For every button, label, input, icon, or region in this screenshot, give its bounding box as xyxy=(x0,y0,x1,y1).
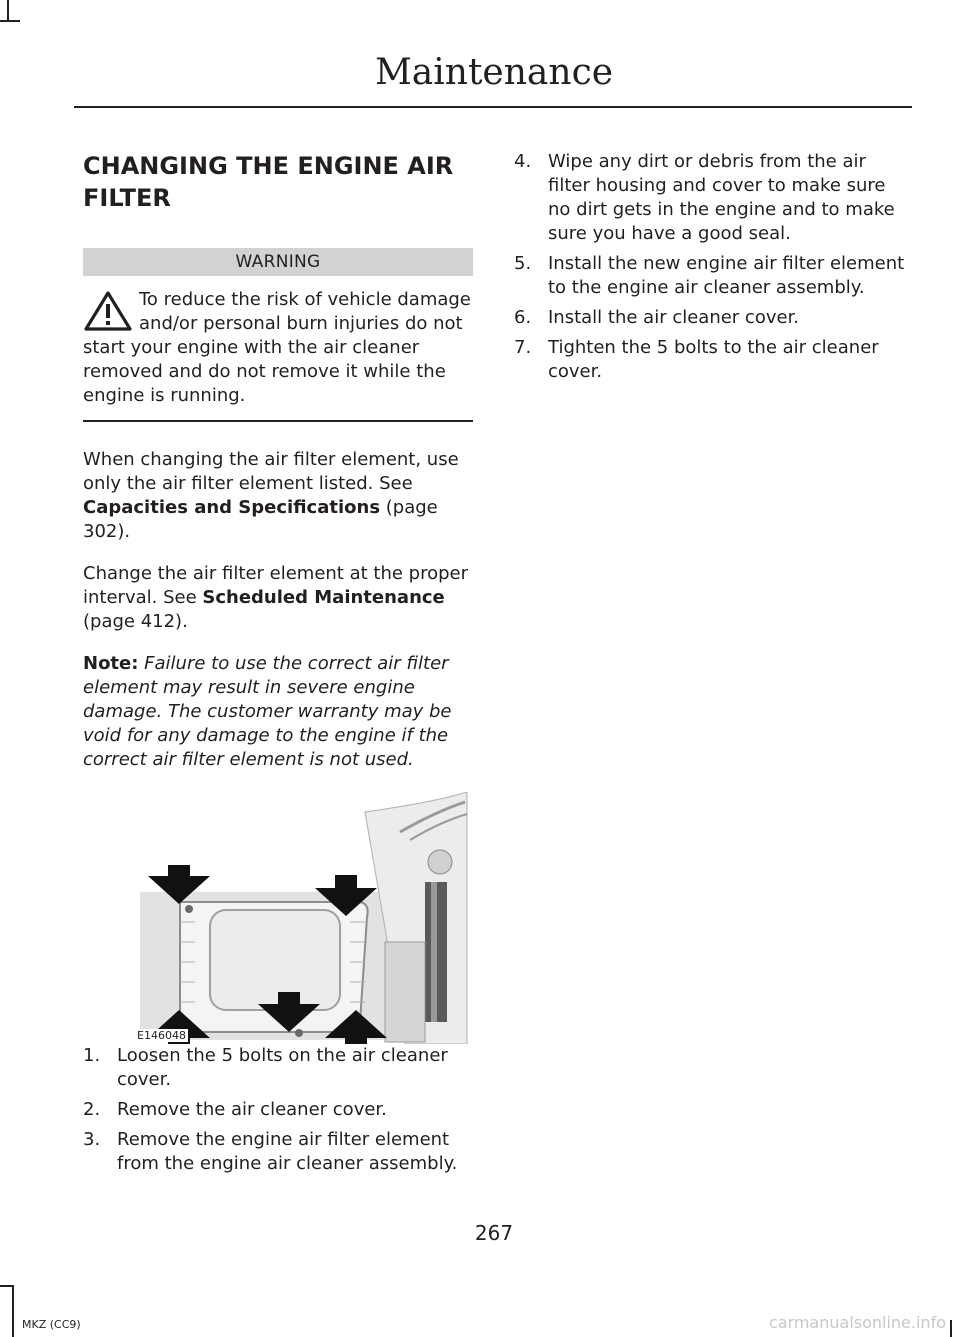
air-cleaner-illustration-icon xyxy=(135,792,473,1044)
crop-mark xyxy=(950,1320,952,1337)
list-item: 3. Remove the engine air filter element from the engine air cleaner assembly. xyxy=(83,1128,458,1174)
steps-list-left xyxy=(83,1044,473,1176)
steps-list-right xyxy=(514,150,908,384)
crop-mark xyxy=(12,1285,14,1337)
header-rule xyxy=(74,106,912,108)
paragraph-interval: Change the air filter element at the proper interval. See Scheduled Maintenance (page 412). xyxy=(83,562,469,632)
warning-rule xyxy=(83,420,473,422)
link-scheduled-maintenance[interactable]: Scheduled Maintenance xyxy=(202,586,445,608)
note-text: Failure to use the correct air filter element may result in severe engine damage. The customer warranty may be void for any damage to the engine if the correct air filter element is not used. xyxy=(83,652,452,770)
link-capacities-specifications[interactable]: Capacities and Specifications xyxy=(83,496,381,518)
list-item: 2. Remove the air cleaner cover. xyxy=(83,1098,387,1120)
note-label: Note: xyxy=(83,652,139,674)
figure-code: E146048 xyxy=(137,1028,186,1042)
warning-box xyxy=(83,288,473,408)
paragraph-filter-element: When changing the air filter element, use only the air filter element listed. See Capacities and Specifications (page 302). xyxy=(83,448,459,542)
warning-text: To reduce the risk of vehicle damage and/or personal burn injuries do not start your engine with the air cleaner removed and do not remove it while the engine is running. xyxy=(83,289,471,406)
list-item: 6. Install the air cleaner cover. xyxy=(514,307,800,328)
page-number: 267 xyxy=(474,1221,514,1245)
list-item: 4. Wipe any dirt or debris from the air filter housing and cover to make sure no dirt gets in the engine and to make sure you have a good seal. xyxy=(514,151,895,244)
warning-heading: WARNING xyxy=(83,248,473,276)
crop-mark xyxy=(0,1285,14,1287)
watermark: carmanualsonline.info xyxy=(768,1313,946,1332)
page-header-title: Maintenance xyxy=(374,52,614,93)
note-paragraph xyxy=(83,652,473,772)
list-item: 5. Install the new engine air filter element to the engine air cleaner assembly. xyxy=(514,253,905,298)
crop-mark xyxy=(0,20,20,22)
right-column xyxy=(514,150,908,390)
section-title: CHANGING THE ENGINE AIR FILTER xyxy=(83,152,454,212)
list-item: 7. Tighten the 5 bolts to the air cleaner cover. xyxy=(514,337,879,382)
list-item: 1. Loosen the 5 bolts on the air cleaner cover. xyxy=(83,1044,448,1090)
footer-model-code: MKZ (CC9) xyxy=(22,1318,81,1331)
warning-triangle-icon xyxy=(83,290,133,332)
air-cleaner-figure xyxy=(135,792,473,1044)
crop-mark xyxy=(7,0,9,20)
left-column xyxy=(83,150,473,1182)
